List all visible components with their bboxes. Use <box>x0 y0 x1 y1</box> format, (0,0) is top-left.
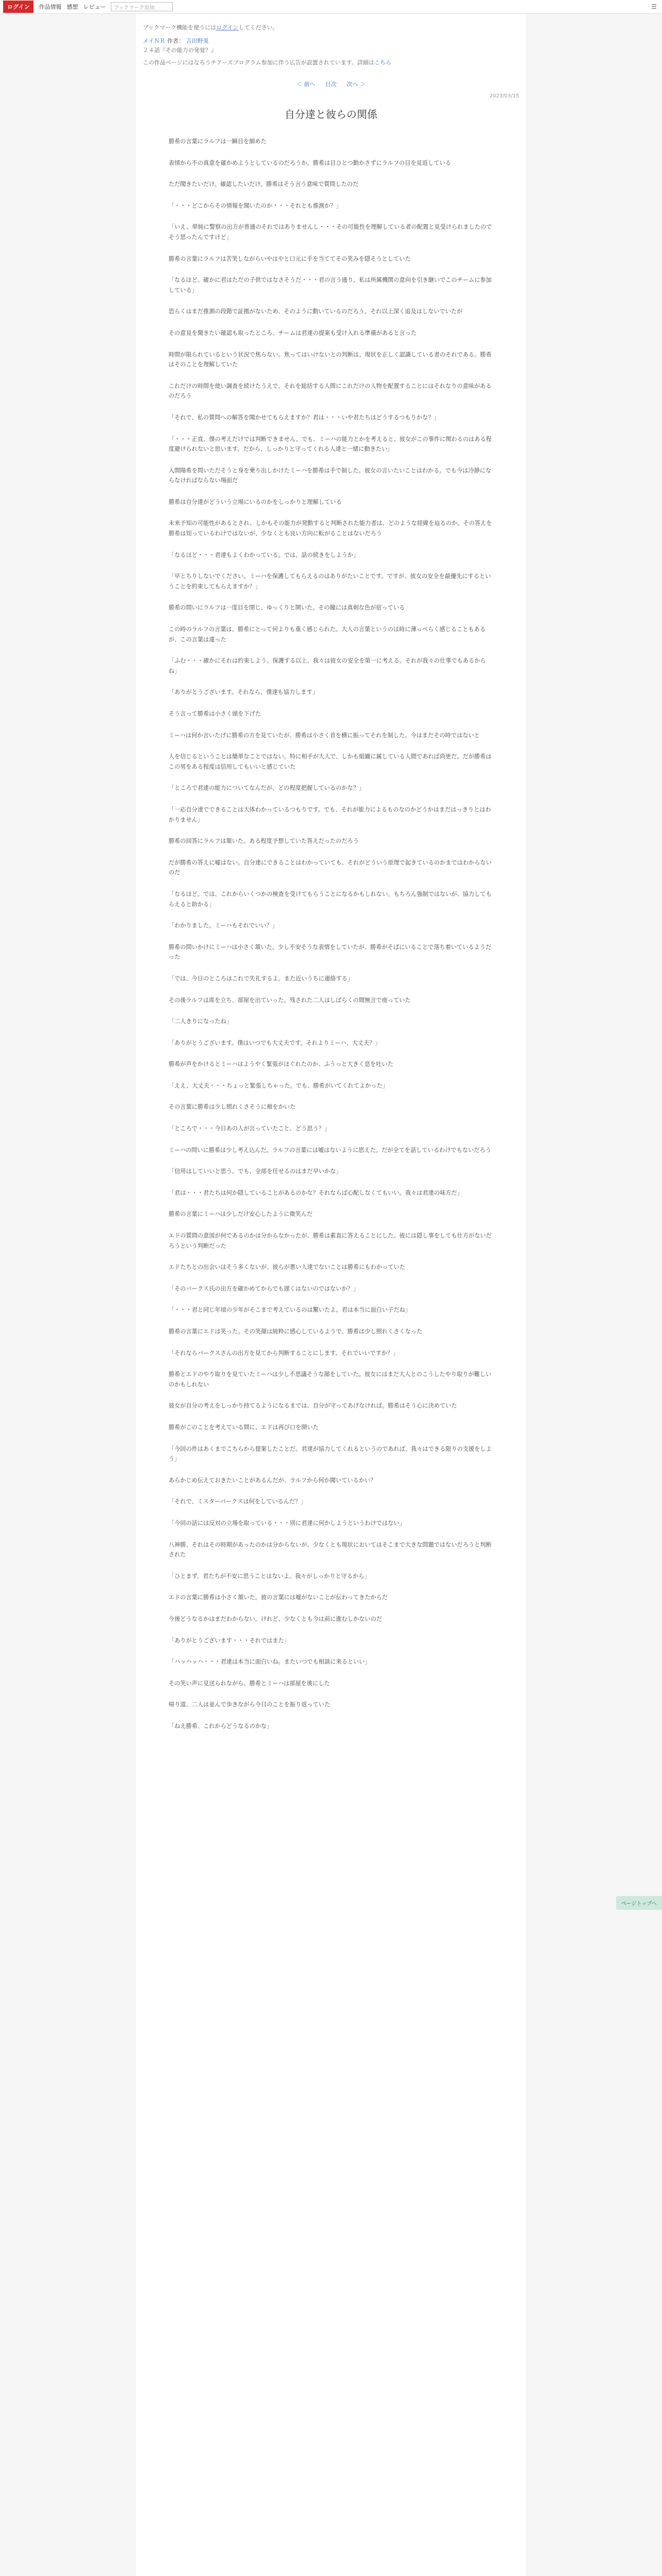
novel-paragraph: 「それならパークスさんの出方を見てから判断することにします。それでいいですか？」 <box>169 1349 399 1357</box>
novel-paragraph: 「ところで君達の能力についてなんだが、どの程度把握しているのかな？」 <box>169 785 365 792</box>
novel-paragraph: 帰り道、二人は並んで歩きながら今日のことを振り返っていた <box>169 1701 330 1708</box>
login-button[interactable]: ログイン <box>3 1 34 13</box>
novel-paragraph: 「なるほど。では、これからいくつかの検査を受けてもらうことになるかもしれない。もちろん強制ではないが、協力してもらえると助かる」 <box>169 890 492 908</box>
novel-paragraph: 「ハッハッハ・・・君達は本当に面白いね。またいつでも相談に来るといい」 <box>169 1658 371 1666</box>
novel-paragraph: その笑い声に見送られながら、勝希とミーハは部屋を後にした <box>169 1680 330 1687</box>
nav-link-review[interactable]: レビュー <box>83 4 106 10</box>
novel-paragraph: 「信用はしていいと思う。でも、全部を任せるのはまだ早いかな」 <box>169 1168 342 1175</box>
novel-paragraph: 「今回の話には反対の立場を取っている・・・別に君達に何かしようというわけではない」 <box>169 1519 405 1527</box>
novel-paragraph: 「今回の件はあくまでこちらから提案したことだ。君達が協力してくれるというのであれば、我々はできる限りの支援をしよう」 <box>169 1445 492 1463</box>
novel-paragraph: 勝希の言葉にラルフは苦笑しながらいやはやと口元に手を当ててその笑みを隠そうとしていた <box>169 255 411 262</box>
novel-paragraph: 「では、今日のところはこれで失礼するよ。また近いうちに連絡する」 <box>169 975 354 982</box>
novel-paragraph: 「わかりました。ミーハもそれでいい？」 <box>169 922 278 929</box>
novel-paragraph: その言葉に勝希は少し照れくさそうに頬をかいた <box>169 1104 296 1111</box>
novel-paragraph: ミーハは何か言いたげに勝希の方を見ていたが、勝希は小さく首を横に振ってそれを制した。今はまだその時ではないと <box>169 732 480 739</box>
novel-paragraph: 「・・・どこからその情報を聞いたのか・・・それとも推測か？」 <box>169 202 342 209</box>
main-content <box>135 14 527 2576</box>
novel-paragraph: 「ええ、大丈夫・・・ちょっと緊張しちゃった。でも、勝希がいてくれてよかった」 <box>169 1082 388 1089</box>
novel-paragraph: 勝希とエドのやり取りを見ていたミーハは少し不思議そうな顔をしていた。彼女にはまだ大人とのこうしたやり取りが難しいのかもしれない <box>169 1371 491 1388</box>
novel-paragraph: 勝希の回答にラルフは頷いた。ある程度予想していた答えだったのだろう <box>169 838 359 845</box>
novel-paragraph: 「ありがとうございます・・・それではまた」 <box>169 1637 290 1644</box>
novel-paragraph: あらかじめ伝えておきたいことがあるんだが、ラルフから何か聞いているかい？ <box>169 1477 376 1484</box>
novel-paragraph: エドたちとの出会いはそう多くないが、彼らが悪い人達でないことは勝希にもわかっていた <box>169 1264 405 1271</box>
novel-paragraph: 勝希の言葉にミーハは少しだけ安心したように微笑んだ <box>169 1211 313 1218</box>
novel-paragraph: だが勝希の答えに嘘はない。自分達にできることはわかっていても、それがどういう原理で起きているのかまではわからないのだ <box>169 859 492 876</box>
novel-paragraph: 「そのパークス氏の出方を確かめてからでも遅くはないのではないか？」 <box>169 1285 359 1292</box>
novel-paragraph: 時間が限られているという状況で焦らない。焦ってはいけないとの判断は、現状を正しく認識している者のそれである。勝希はそのことを理解していた <box>169 351 492 368</box>
page-top-button[interactable]: ページトップへ <box>616 1896 662 1910</box>
novel-paragraph: 「それで、私の質問への解答を聞かせてもらえますか？君は・・・いや君たちはどうするつもりかな？」 <box>169 414 440 421</box>
work-title-link[interactable]: メイＮＲ <box>143 38 166 44</box>
novel-paragraph: 「ひとまず、君たちが不安に思うことはないよ。我々がしっかりと守るから」 <box>169 1572 370 1580</box>
novel-paragraph: 彼女が自分の考えをしっかり持てるようになるまでは、自分が守ってあげなければ。勝希はそう心に決めていた <box>169 1402 457 1410</box>
novel-paragraph: 「二人きりになったね」 <box>169 1018 233 1025</box>
novel-paragraph: 入間陽希を問いただそうと身を乗り出しかけたミーハを勝希は手で制した。彼女の言いたいことはわかる。でも今は冷静にならなければならない場面だ <box>169 467 491 484</box>
novel-paragraph: 勝希がこのことを考えている間に、エドは再び口を開いた <box>169 1423 319 1431</box>
novel-paragraph: 人を信じるということは簡単なことではない。特に相手が大人で、しかも組織に属している人間であれば尚更だ。だが勝希はこの男をある程度は信用してもいいと感じていた <box>169 753 492 770</box>
novel-paragraph: そう言って勝希は小さく頭を下げた <box>169 710 261 717</box>
menu-icon[interactable]: ☰ <box>651 3 657 10</box>
novel-paragraph: 「一応自分達でできることは大体わかっているつもりです。でも、それが能力によるものなのかどうかはまだはっきりとはわかりません」 <box>169 806 491 823</box>
chapter-title: 自分達と彼らの関係 <box>285 108 377 121</box>
novel-paragraph: 今後どうなるかはまだわからない。けれど、少なくとも今は前に進むしかないのだ <box>169 1615 382 1622</box>
toc-link[interactable]: 目次 <box>325 81 337 88</box>
novel-paragraph: 「早とちりしないでください。ミーハを保護してもらえるのはありがたいことです。ですが、彼女の安全を最優先にするということを約束してもらえますか？」 <box>169 573 491 590</box>
novel-paragraph: 未来予知の可能性があるとされ、しかもその能力が発動すると判断された能力者は、どのような経緯を辿るのか。その答えを勝希は知っているわけではないが、少なくとも良い方向に転がることはないだろう <box>169 520 492 537</box>
author-link[interactable]: 吉田野兎 <box>186 38 209 44</box>
novel-paragraph: 「なるほど。確かに君はただの子供ではなさそうだ・・・君の言う通り、私は所属機関の意向を引き継いでこのチームに参加している」 <box>169 277 492 294</box>
nav-link-work-info[interactable]: 作品情報 <box>39 4 62 10</box>
episode-info: ２４話『その能力の発覚？』 <box>143 47 217 54</box>
novel-paragraph: ただ聞きたいだけ。確認したいだけ。勝希はそう言う意味で質問したのだ <box>169 181 359 188</box>
novel-paragraph: 「ふむ・・・確かにそれは約束しよう。保護する以上、我々は彼女の安全を第一に考える。それが我々の仕事でもあるからね」 <box>169 657 486 674</box>
novel-paragraph: 「ありがとうございます。僕はいつでも大丈夫です。それよりミーハ、大丈夫？」 <box>169 1039 381 1046</box>
nav-link-impressions[interactable]: 感想 <box>67 4 78 10</box>
novel-paragraph: 「ところで・・・今日あの人が言っていたこと、どう思う？」 <box>169 1125 330 1132</box>
novel-paragraph: 勝希の問いかけにミーハは小さく頷いた。少し不安そうな表情をしていたが、勝希がそばにいることで落ち着いているようだった <box>169 943 491 961</box>
novel-paragraph: 表情から不の真意を確かめようとしているのだろうか。勝希は目ひとつ動かさずにラルフの目を見返している <box>169 159 451 166</box>
novel-paragraph: ミーハの問いに勝希は少し考え込んだ。ラルフの言葉には嘘はないように思えた。だが全てを話しているわけでもないだろう <box>169 1146 491 1154</box>
login-notice: ブックマーク機能を使うにはログインしてください。 <box>143 24 278 31</box>
novel-paragraph: その意見を聞きたい確認も取ったところ、チームは君達の提案も受け入れる準備があると言った <box>169 329 417 336</box>
ad-notice: この作品ページにはなろうチアーズプログラム参加に伴う広告が設置されています。詳細はこちら <box>143 59 391 66</box>
novel-paragraph: 勝希の問いにラルフは一度目を閉じ、ゆっくりと開いた。その瞳には真剣な色が宿っている <box>169 604 405 612</box>
novel-paragraph: 「いえ、単純に警察の出方が普通のそれではありませんし・・・その可能性を理解している者の配置と見受けられましたのでそう思ったんですけど」 <box>169 224 492 241</box>
novel-paragraph: 勝希の言葉にラルフは一瞬目を細めた <box>169 138 267 145</box>
ad-details-link[interactable]: こちら <box>374 59 391 66</box>
novel-paragraph: 「・・・正直、僕の考えだけでは判断できません。でも、ミーハの能力とかを考えると、彼女がこの事件に関わるのはある程度避けられないと思います。だから、しっかりと守ってくれる人達と一緒に動きたい」 <box>169 435 492 453</box>
novel-paragraph: エドの言葉に勝希は小さく頷いた。彼の言葉には嘘がないことが伝わってきたからだ <box>169 1594 388 1601</box>
novel-paragraph: これだけの時間を使い調査を続けたうえで、それを総括する人間にこれだけの人物を配置することにはそれなりの意味があるのだろう <box>169 382 492 400</box>
novel-paragraph: 「ねえ勝希、これからどうなるのかな」 <box>169 1722 273 1730</box>
bookmark-add-button[interactable]: ブックマーク追加 <box>111 2 173 11</box>
novel-paragraph: この時のラルフの言葉は、勝希にとって何よりも重く感じられた。大人の言葉というのは時に薄っぺらく感じることもあるが、この言葉は違った <box>169 626 486 643</box>
novel-paragraph: エドの質問の意図が何であるのかは分からなかったが、勝希は素直に答えることにした。彼には隠し事をしても仕方がないだろうという判断だった <box>169 1232 492 1249</box>
publish-date: 2023/03/15 <box>489 93 519 99</box>
novel-paragraph: 勝希が声をかけるとミーハはようやく緊張がほぐれたのか、ふうっと大きく息を吐いた <box>169 1061 393 1068</box>
novel-paragraph: 勝希は自分達がどういう立場にいるのかをしっかりと理解している <box>169 498 342 505</box>
novel-paragraph: その後ラルフは席を立ち、部屋を出ていった。残された二人はしばらくの間無言で座っていた <box>169 996 411 1004</box>
next-episode-link[interactable]: 次へ ＞ <box>346 81 366 88</box>
work-info: メイＮＲ 作者： 吉田野兎 <box>143 38 209 44</box>
novel-paragraph: 八神勝、それはその時期があったのかは分からないが、少なくとも現状においてはそこまで大きな問題ではないだろうと判断された <box>169 1541 492 1558</box>
novel-paragraph: 「なるほど・・・君達もよくわかっている。では、話の続きをしようか」 <box>169 551 359 558</box>
prev-episode-link[interactable]: ＜ 前へ <box>296 81 316 88</box>
novel-paragraph: 「・・・君と同じ年頃の少年がそこまで考えているのは驚いたよ。君は本当に面白い子だね」 <box>169 1307 411 1314</box>
novel-paragraph: 「それで、ミスターパークスは何をしているんだ？」 <box>169 1498 307 1505</box>
novel-paragraph: 「ありがとうございます。それなら、僕達も協力します」 <box>169 689 318 696</box>
novel-body <box>143 137 519 1731</box>
episode-navigation <box>143 80 519 88</box>
novel-paragraph: 「君は・・・君たちは何か隠していることがあるのかな？それならば心配しなくてもいい。我々は君達の味方だ」 <box>169 1189 463 1196</box>
top-bar <box>0 0 662 14</box>
novel-paragraph: 勝希の言葉にエドは笑った。その笑顔は純粋に感心しているようで、勝希は少し照れくさくなった <box>169 1328 423 1335</box>
login-link[interactable]: ログイン <box>216 24 239 31</box>
novel-paragraph: 恐らくはまだ推測の段階で証拠がないため、そのように動いているのだろう。それ以上深く追及はしないでいたが <box>169 308 463 315</box>
